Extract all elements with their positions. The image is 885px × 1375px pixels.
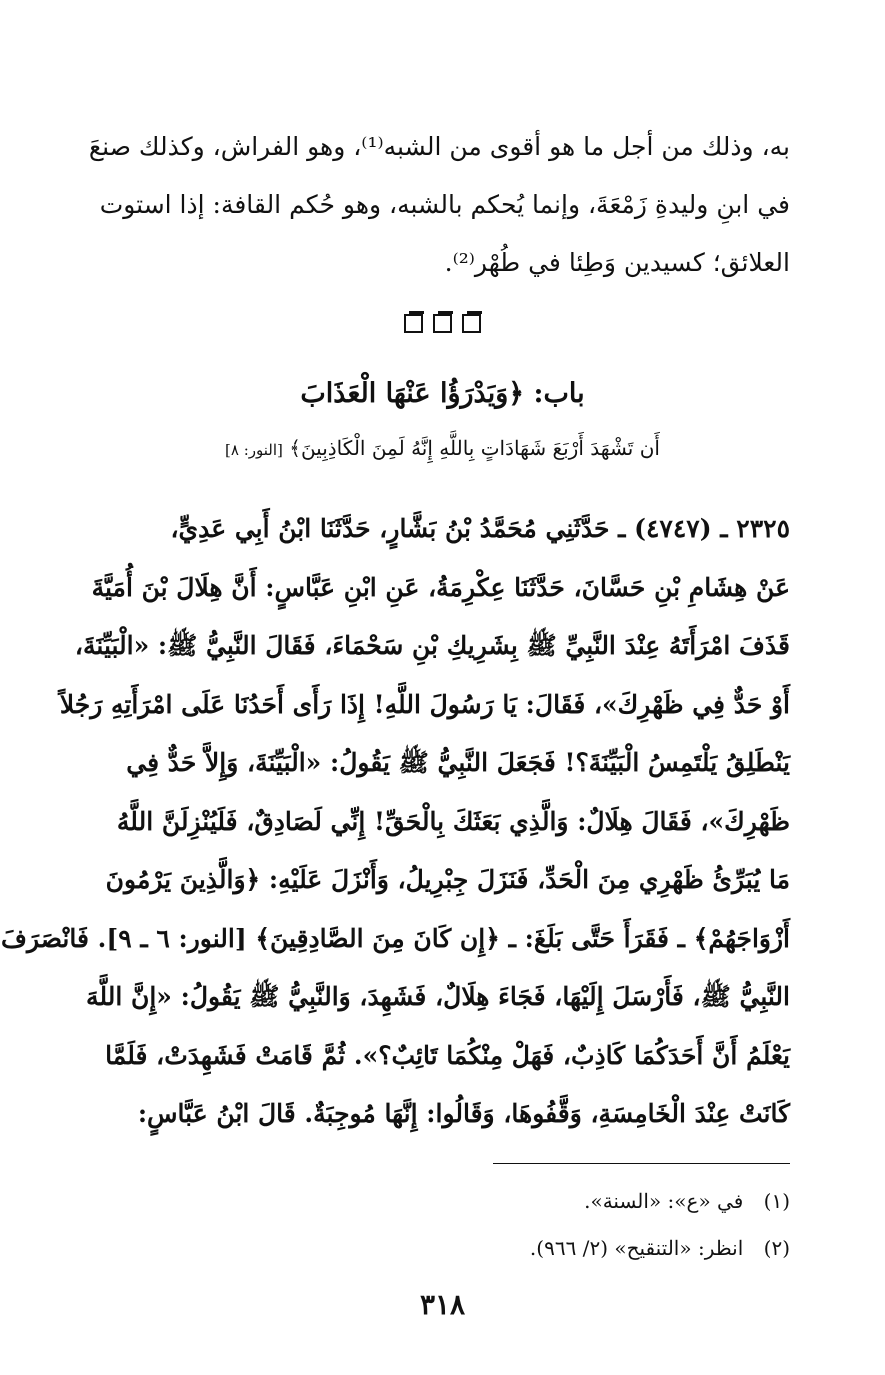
page-number: ٣١٨ bbox=[419, 1288, 466, 1321]
hadith-line: مَا يُبَرِّئُ ظَهْرِي مِنَ الْحَدِّ، فَنَزَلَ جِبْرِيلُ، وَأَنْزَلَ عَلَيْهِ: ﴿وَالَّذِينَ يَرْمُونَ bbox=[105, 865, 790, 894]
intro-line: به، وذلك من أجل ما هو أقوى من الشبه⁽¹⁾، وهو الفراش، وكذلك صنعَ bbox=[88, 132, 790, 161]
footnote-1 bbox=[82, 1186, 790, 1216]
hadith-paragraph bbox=[1, 500, 790, 1144]
chapter-subtitle bbox=[0, 430, 885, 468]
footnote-number: (١) bbox=[763, 1189, 790, 1213]
hadith-line: ٢٣٢٥ ـ (٤٧٤٧) ـ حَدَّثَنِي مُحَمَّدُ بْنُ بَشَّارٍ، حَدَّثَنَا ابْنُ أَبِي عَدِيٍّ، bbox=[170, 514, 790, 543]
square-ornament-icon bbox=[433, 314, 452, 333]
square-ornament-icon bbox=[404, 314, 423, 333]
chapter-title: باب: ﴿وَيَدْرَؤُا عَنْهَا الْعَذَابَ bbox=[300, 378, 585, 409]
hadith-line: كَانَتْ عِنْدَ الْخَامِسَةِ، وَقَّفُوهَا، وَقَالُوا: إِنَّهَا مُوجِبَةٌ. قَالَ ابْنُ عَبَّاسٍ: bbox=[137, 1099, 790, 1128]
hadith-line: النَّبِيُّ ﷺ، فَأَرْسَلَ إِلَيْهَا، فَجَاءَ هِلَالٌ، فَشَهِدَ، وَالنَّبِيُّ ﷺ يَقُولُ: «إِنَّ اللَّهَ bbox=[86, 982, 790, 1011]
hadith-line: قَذَفَ امْرَأَتَهُ عِنْدَ النَّبِيِّ ﷺ بِشَرِيكِ بْنِ سَحْمَاءَ، فَقَالَ النَّبِيُّ ﷺ: «الْبَيِّنَةَ، bbox=[74, 631, 790, 660]
footnote-number: (٢) bbox=[763, 1236, 790, 1260]
hadith-line: أَوْ حَدٌّ فِي ظَهْرِكَ»، فَقَالَ: يَا رَسُولَ اللَّهِ! إِذَا رَأَى أَحَدُنَا عَلَى امْرَأَتِهِ رَجُلاً bbox=[59, 689, 790, 719]
intro-line: في ابنِ وليدةِ زَمْعَةَ، وإنما يُحكم بالشبه، وهو حُكم القافة: إذا استوت bbox=[99, 190, 790, 219]
footnote-divider bbox=[493, 1163, 790, 1164]
hadith-line: يَنْطَلِقُ يَلْتَمِسُ الْبَيِّنَةَ؟! فَجَعَلَ النَّبِيُّ ﷺ يَقُولُ: «الْبَيِّنَةَ، وَإِلاَّ حَدٌّ فِي bbox=[126, 748, 790, 777]
intro-line: العلائق؛ كسيدين وَطِئا في طُهْر⁽²⁾. bbox=[444, 248, 790, 277]
footnote-text: في «ع»: «السنة». bbox=[584, 1189, 744, 1213]
hadith-line: عَنْ هِشَامِ بْنِ حَسَّانَ، حَدَّثَنَا عِكْرِمَةُ، عَنِ ابْنِ عَبَّاسٍ: أَنَّ هِلَالَ بْنَ أُمَيَّةَ bbox=[91, 572, 790, 602]
chapter-verse-reference: [النور: ٨] bbox=[225, 441, 283, 459]
hadith-line: يَعْلَمُ أَنَّ أَحَدَكُمَا كَاذِبٌ، فَهَلْ مِنْكُمَا تَائِبٌ؟». ثُمَّ قَامَتْ فَشَهِدَتْ، فَلَمَّا bbox=[105, 1040, 790, 1070]
hadith-line: ظَهْرِكَ»، فَقَالَ هِلَالٌ: وَالَّذِي بَعَثَكَ بِالْحَقِّ! إِنِّي لَصَادِقٌ، فَلَيُنْزِلَنَّ اللَّهُ bbox=[116, 806, 790, 836]
footnote-text: انظر: «التنقيح» (٢/ ٩٦٦). bbox=[529, 1236, 744, 1260]
square-ornament-icon bbox=[462, 314, 481, 333]
intro-paragraph bbox=[82, 118, 790, 292]
footnote-2 bbox=[82, 1233, 790, 1263]
chapter-verse: أَن تَشْهَدَ أَرْبَعَ شَهَادَاتٍ بِاللَّهِ إِنَّهُ لَمِنَ الْكَاذِبِينَ﴾ bbox=[289, 436, 660, 460]
hadith-line: أَزْوَاجَهُمْ﴾ ـ فَقَرَأَ حَتَّى بَلَغَ: ـ ﴿إِن كَانَ مِنَ الصَّادِقِينَ﴾ [النور: ٦ ـ ٩]. فَانْصَرَفَ bbox=[1, 923, 790, 953]
section-separator-icon bbox=[0, 314, 885, 333]
